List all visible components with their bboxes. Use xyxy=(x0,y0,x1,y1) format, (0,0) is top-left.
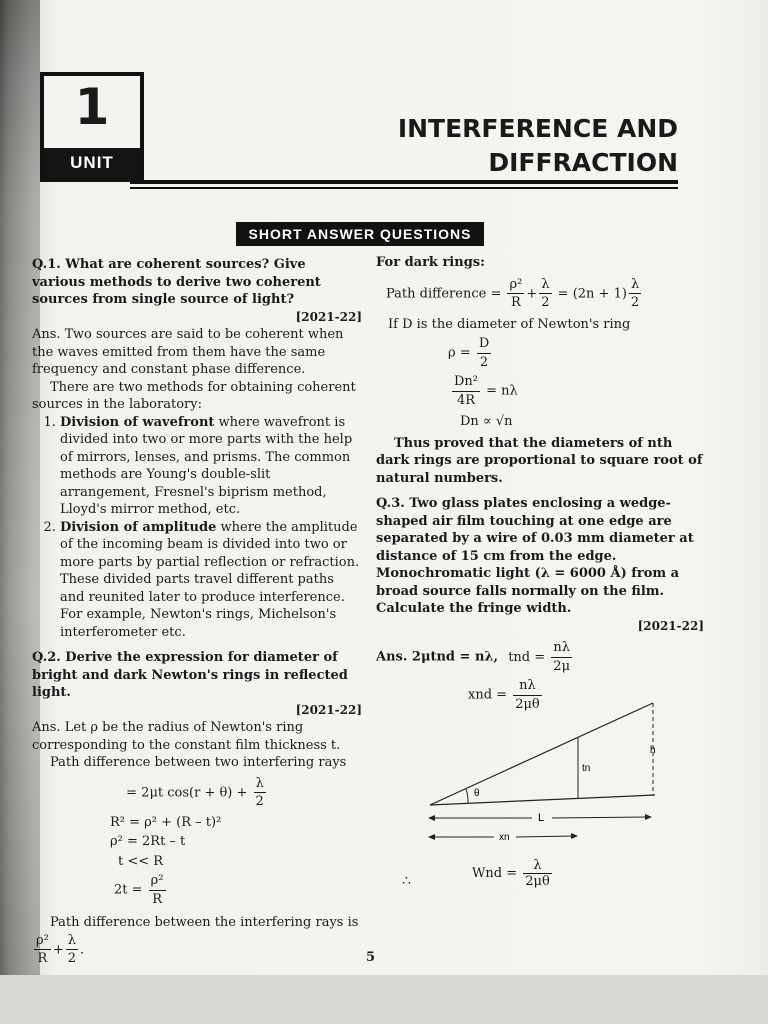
pd-frac3 xyxy=(629,276,641,312)
dn-eq xyxy=(450,373,704,409)
rho-n: D xyxy=(477,335,491,354)
q1-question: Q.1. What are coherent sources? Give various methods to derive two coherent sources from single source of light? xyxy=(32,257,321,307)
xn-label: xn xyxy=(499,832,510,843)
page-number: 5 xyxy=(366,950,376,965)
L-arrowhead-right xyxy=(645,814,652,820)
q3-question: Q.3. Two glass plates enclosing a wedge-shaped air film touching at one edge are separated by a wire of 0.03 mm diameter at distance of 15 cm from the edge. Monochromatic light (λ = 6000 Å) from a broad source falls normally on the film. Calculate the fringe width. xyxy=(376,496,694,616)
method-1-text: where wavefront is divided into two or more parts with the help of mirrors, lenses, and prisms. The common methods are Young's double-slit arrangement, Fresnel's biprism method, Lloyd's mirror method, etc. xyxy=(60,414,353,517)
eq2: R² = ρ² + (R – t)² xyxy=(110,814,222,830)
equation-path-difference xyxy=(32,775,362,811)
rho-d: 2 xyxy=(479,354,489,370)
eq5-den: R xyxy=(152,891,162,907)
q2-path-final: Path difference between the interfering rays is xyxy=(50,915,359,930)
wedge-film-diagram xyxy=(420,695,670,855)
xn-arrowhead-right xyxy=(571,833,578,839)
method-1 xyxy=(60,414,362,519)
final-expression xyxy=(32,932,362,968)
xn-arrow-right xyxy=(516,836,575,837)
methods-list xyxy=(32,414,362,642)
chapter-title xyxy=(398,112,678,180)
left-column xyxy=(32,256,362,968)
unit-box xyxy=(40,72,144,182)
dn-d: 4R xyxy=(456,392,476,408)
eq5-lhs: 2t = xyxy=(114,882,143,898)
pd-d1: R xyxy=(511,295,521,310)
L-arrowhead-left xyxy=(428,815,435,821)
eq3: ρ² = 2Rt – t xyxy=(110,834,186,849)
q2-answer: Ans. Let ρ be the radius of Newton's ring corresponding to the constant film thickness t. xyxy=(32,720,341,753)
unit-label: UNIT xyxy=(44,148,140,178)
eq5-fraction xyxy=(149,872,166,908)
bottom-plate xyxy=(430,795,655,805)
method-2-text: where the amplitude of the incoming beam is divided into two or more parts by partial reflection or refraction. These divided parts travel different paths and reunited later to produce interference. For example, Newton's rings, Michelson's interferometer etc. xyxy=(60,519,360,640)
section-heading: SHORT ANSWER QUESTIONS xyxy=(236,222,484,246)
q2-question: Q.2. Derive the expression for diameter of bright and dark Newton's rings in reflected light. xyxy=(32,650,348,700)
pd-rhs: = (2n + 1) xyxy=(557,286,627,301)
L-arrow-right xyxy=(552,817,648,818)
q2-year: [2021-22] xyxy=(295,702,362,717)
t-d: 2μ xyxy=(553,658,571,674)
method-2 xyxy=(60,519,362,642)
chapter-title-line1: INTERFERENCE AND xyxy=(397,114,678,143)
theta-label: θ xyxy=(474,788,480,799)
t-frac xyxy=(551,639,572,675)
t-lhs: tnd = xyxy=(508,649,546,665)
q1-year: [2021-22] xyxy=(295,309,362,324)
rho-frac xyxy=(477,335,491,371)
dark-rings-heading: For dark rings: xyxy=(376,255,485,270)
final-num1: ρ² xyxy=(34,932,51,951)
method-2-title: Division of amplitude xyxy=(60,519,217,535)
w-lhs: Wnd = xyxy=(472,866,518,881)
if-d-text: If D is the diameter of Newton's ring xyxy=(388,316,631,332)
w-frac xyxy=(523,858,552,889)
proportionality: Dn ∝ √n xyxy=(460,414,513,429)
w-d: 2μθ xyxy=(525,874,550,889)
unit-number: 1 xyxy=(74,78,110,136)
L-label: L xyxy=(538,812,545,824)
h-label: h xyxy=(650,745,656,756)
page-bottom-edge xyxy=(0,975,768,1024)
dn-rhs: = nλ xyxy=(486,383,518,399)
pd-d2: 2 xyxy=(541,295,550,310)
t-n: nλ xyxy=(551,639,572,658)
pd-label: Path difference = xyxy=(386,286,502,301)
pd-n1: ρ² xyxy=(507,276,524,295)
pd-frac2 xyxy=(539,276,551,312)
eq5-num: ρ² xyxy=(149,872,166,891)
dn-n: Dn² xyxy=(452,373,480,392)
chapter-title-line2: DIFFRACTION xyxy=(488,148,678,177)
eq1-den: 2 xyxy=(255,794,264,809)
top-plate xyxy=(430,703,653,805)
rho-eq xyxy=(448,335,704,371)
title-rule xyxy=(130,180,678,184)
w-eq xyxy=(472,858,554,889)
eq1-text: = 2μt cos(r + θ) + xyxy=(126,785,248,800)
x-lhs: xnd = xyxy=(468,687,508,703)
x-d: 2μθ xyxy=(515,696,540,712)
tn-label: tn xyxy=(582,763,591,774)
final-end: . xyxy=(80,942,85,957)
final-den2: 2 xyxy=(67,951,77,966)
pd-plus: + xyxy=(526,286,538,301)
eq4: t << R xyxy=(118,853,164,869)
final-num2: λ xyxy=(66,932,78,951)
rho-lhs: ρ = xyxy=(448,345,471,361)
xn-arrowhead-left xyxy=(428,834,435,840)
therefore-symbol: ∴ xyxy=(402,873,411,889)
final-plus: + xyxy=(52,942,64,957)
proved-text: Thus proved that the diameters of nth dark rings are proportional to square root of natural numbers. xyxy=(376,435,703,486)
q3-year: [2021-22] xyxy=(637,618,704,633)
q1-methods-intro: There are two methods for obtaining coherent sources in the laboratory: xyxy=(32,379,356,412)
pd-d3: 2 xyxy=(630,295,640,310)
eq5 xyxy=(114,872,362,908)
theta-arc xyxy=(466,789,468,803)
pd-n2: λ xyxy=(539,276,551,295)
right-column xyxy=(376,254,704,715)
w-n: λ xyxy=(523,858,552,874)
final-frac2 xyxy=(66,932,78,968)
path-diff-dark xyxy=(386,276,704,312)
title-rule-thin xyxy=(130,187,678,189)
final-den1: R xyxy=(37,951,48,966)
q1-answer: Ans. Two sources are said to be coherent when the waves emitted from them have the same frequency and constant phase difference. xyxy=(32,327,344,377)
x-n: nλ xyxy=(513,677,542,696)
eq1-fraction xyxy=(254,775,266,811)
eq1-num: λ xyxy=(254,775,266,794)
dn-frac xyxy=(452,373,480,409)
final-frac1 xyxy=(34,932,51,968)
method-1-title: Division of wavefront xyxy=(60,414,215,430)
q3-answer-line xyxy=(376,639,704,675)
q3-ans-label: Ans. 2μtnd = nλ, xyxy=(376,649,499,665)
q2-path-intro: Path difference between two interfering rays xyxy=(50,755,347,770)
pd-n3: λ xyxy=(629,276,641,295)
pd-frac1 xyxy=(507,276,524,312)
